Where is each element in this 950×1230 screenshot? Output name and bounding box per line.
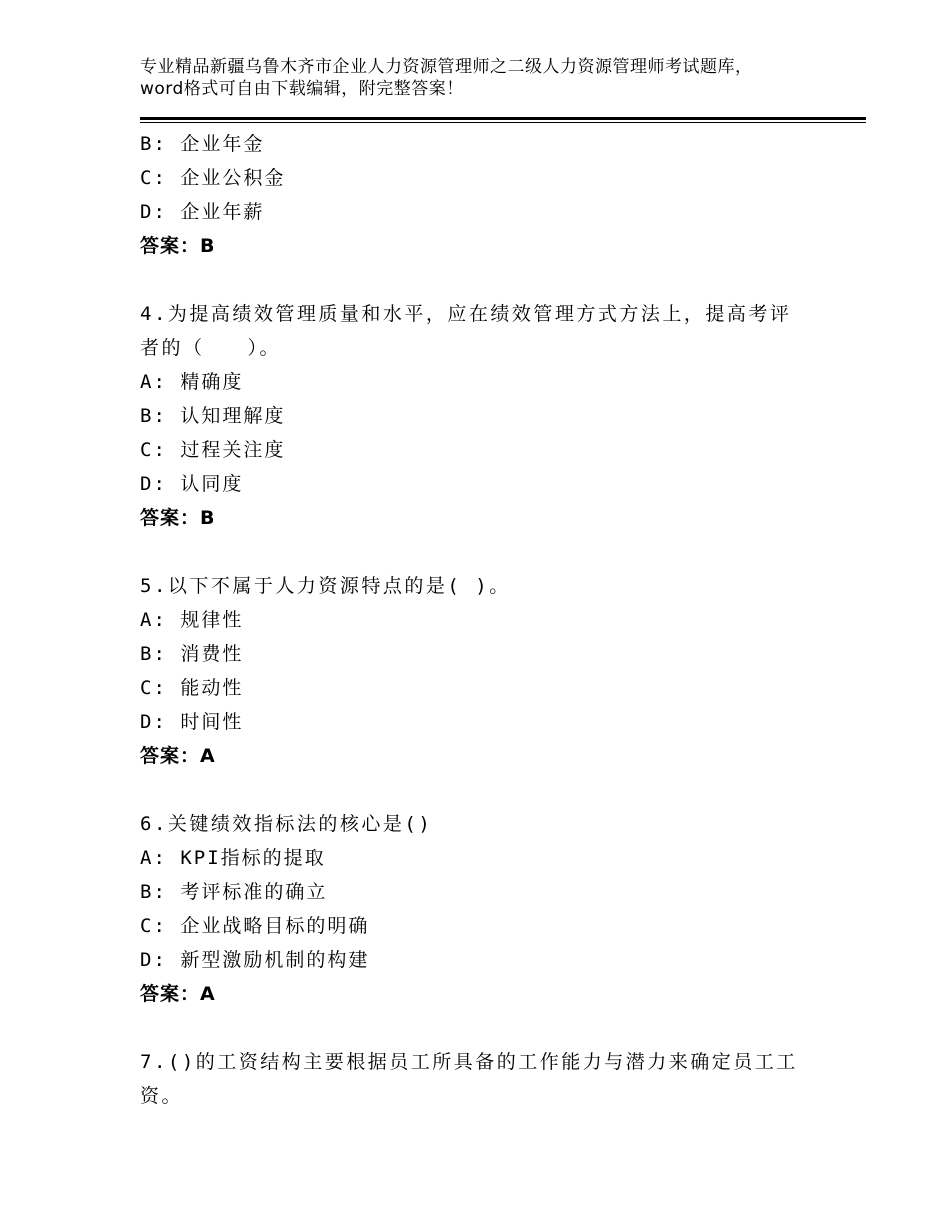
option-a: A: KPI指标的提取 xyxy=(140,847,326,869)
answer-line: 答案：A xyxy=(140,745,216,767)
option-c: C: 能动性 xyxy=(140,677,244,699)
option-b: B: 考评标准的确立 xyxy=(140,881,328,903)
option-d: D: 认同度 xyxy=(140,473,244,495)
option-b: B: 消费性 xyxy=(140,643,244,665)
header-rule xyxy=(140,117,866,123)
question-block-6 xyxy=(140,807,866,1011)
answer-line: 答案：B xyxy=(140,235,216,257)
option-b: B: 认知理解度 xyxy=(140,405,286,427)
question-block-5 xyxy=(140,569,866,773)
option-c: C: 企业公积金 xyxy=(140,167,286,189)
option-c: C: 过程关注度 xyxy=(140,439,286,461)
question-stem: 4.为提高绩效管理质量和水平，应在绩效管理方式方法上，提高考评者的（ ）。 xyxy=(140,303,792,359)
answer-line: 答案：B xyxy=(140,507,216,529)
question-block-7 xyxy=(140,1045,866,1113)
question-stem: 6.关键绩效指标法的核心是() xyxy=(140,813,433,835)
prev-question-block xyxy=(140,127,866,263)
option-c: C: 企业战略目标的明确 xyxy=(140,915,370,937)
document-header: 专业精品新疆乌鲁木齐市企业人力资源管理师之二级人力资源管理师考试题库，word格式可自由下载编辑，附完整答案！ xyxy=(140,57,753,99)
option-a: A: 规律性 xyxy=(140,609,244,631)
option-a: A: 精确度 xyxy=(140,371,244,393)
option-d: D: 企业年薪 xyxy=(140,201,265,223)
document-page xyxy=(140,56,866,1113)
document-content xyxy=(140,127,866,1113)
question-block-4 xyxy=(140,297,866,535)
question-stem: 7.()的工资结构主要根据员工所具备的工作能力与潜力来确定员工工资。 xyxy=(140,1051,798,1107)
option-d: D: 新型激励机制的构建 xyxy=(140,949,370,971)
answer-line: 答案：A xyxy=(140,983,216,1005)
question-stem: 5.以下不属于人力资源特点的是( )。 xyxy=(140,575,511,597)
option-b: B: 企业年金 xyxy=(140,133,265,155)
option-d: D: 时间性 xyxy=(140,711,244,733)
